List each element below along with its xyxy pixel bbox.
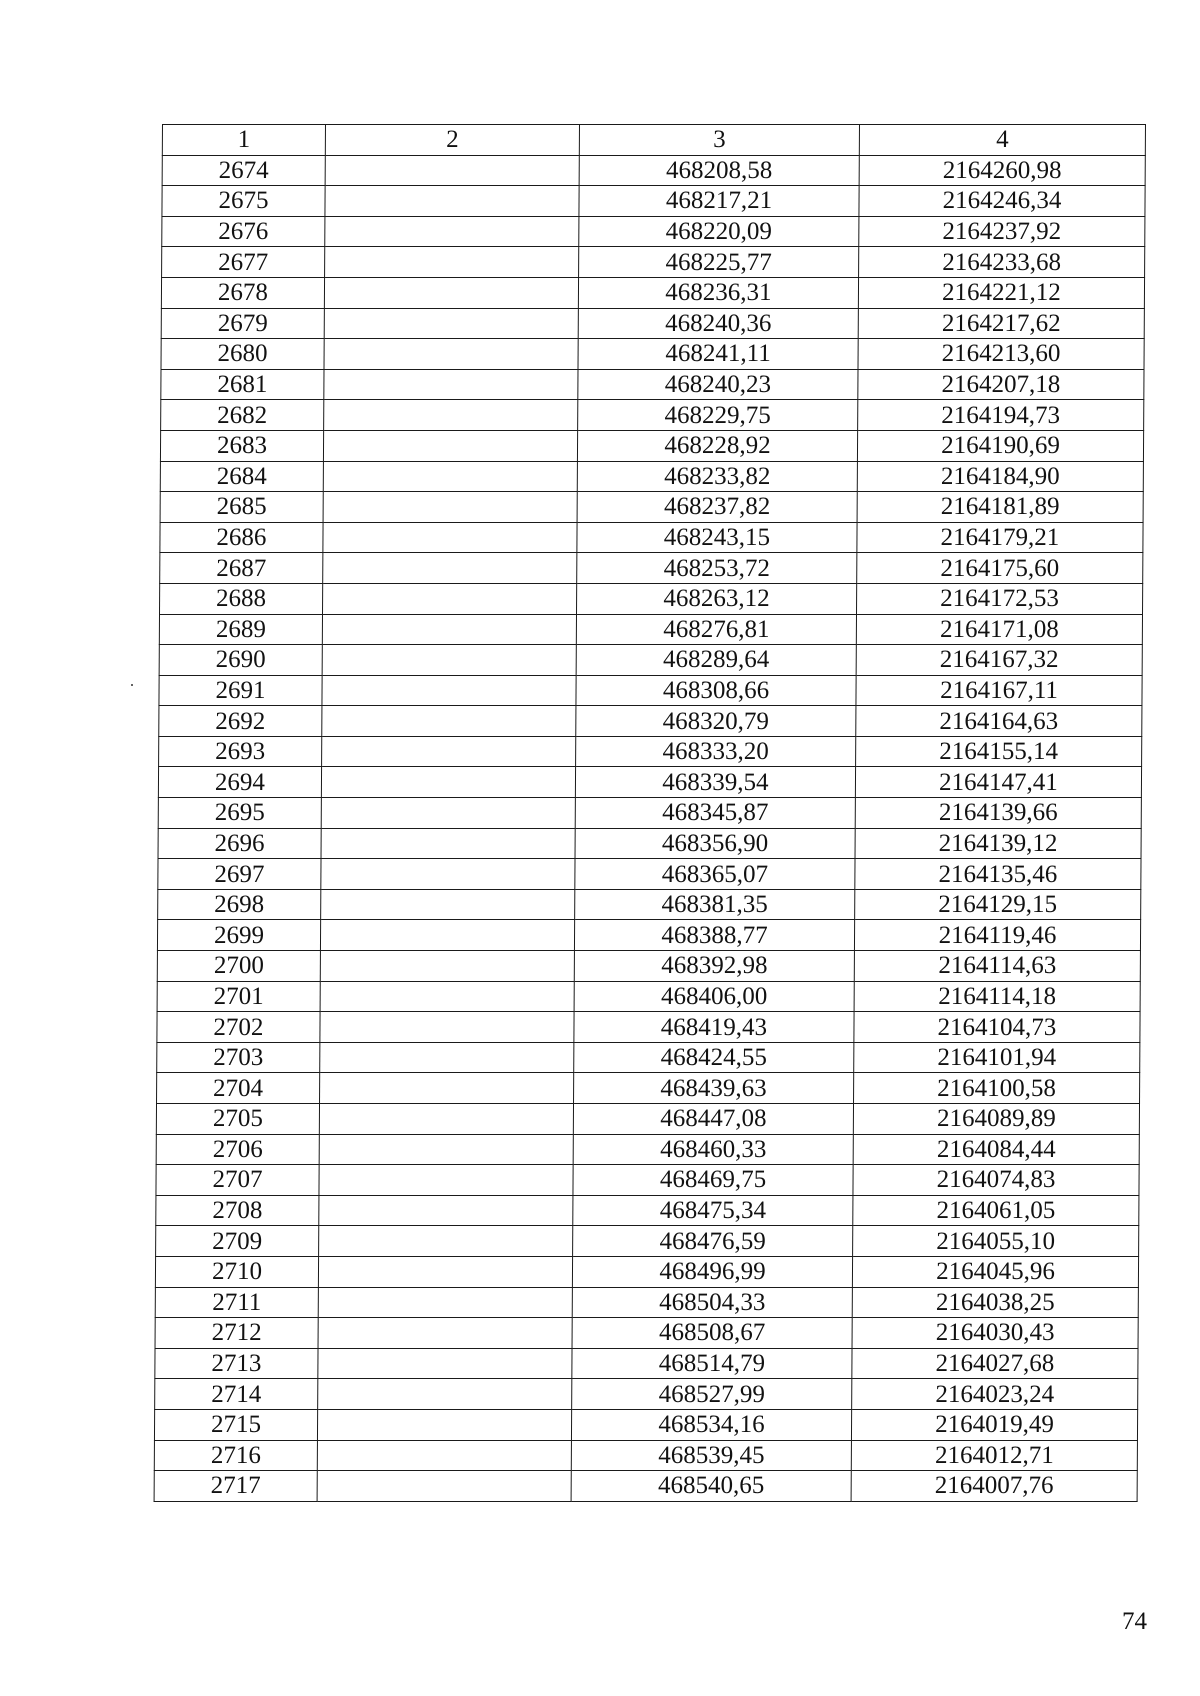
table-row: [161, 400, 1144, 431]
table-cell-col4: 2164119,46: [854, 920, 1140, 951]
table-row: [162, 155, 1145, 186]
table-cell-col2: [320, 951, 574, 982]
table-cell-col3: 468447,08: [573, 1104, 853, 1135]
table-cell-col3: 468229,75: [578, 400, 858, 431]
table-cell-col2: [325, 155, 579, 186]
table-row: [156, 1104, 1139, 1135]
table-cell-col1: 2713: [155, 1348, 318, 1379]
table-row: [158, 798, 1141, 829]
table-row: [158, 889, 1141, 920]
table-cell-col1: 2700: [157, 951, 320, 982]
table-cell-col4: 2164084,44: [853, 1134, 1139, 1165]
table-cell-col4: 2164055,10: [853, 1226, 1139, 1257]
table-cell-col4: 2164114,63: [854, 951, 1140, 982]
table-cell-col3: 468339,54: [575, 767, 855, 798]
table-row: [160, 430, 1143, 461]
table-row: [161, 339, 1144, 370]
table-header-row: [162, 125, 1145, 156]
table-cell-col2: [324, 277, 578, 308]
table-cell-col2: [318, 1379, 572, 1410]
table-cell-col2: [321, 828, 575, 859]
table-cell-col3: 468289,64: [576, 645, 856, 676]
table-cell-col1: 2705: [156, 1104, 319, 1135]
table-cell-col2: [322, 614, 576, 645]
page-number: 74: [1122, 1608, 1147, 1635]
table-row: [159, 614, 1142, 645]
table-cell-col1: 2680: [161, 339, 324, 370]
table-row: [158, 767, 1141, 798]
table-cell-col4: 2164213,60: [858, 339, 1144, 370]
table-cell-col2: [324, 339, 578, 370]
table-cell-col1: 2712: [155, 1318, 318, 1349]
table-cell-col2: [323, 461, 577, 492]
table-cell-col2: [317, 1440, 571, 1471]
table-cell-col4: 2164030,43: [852, 1318, 1138, 1349]
table-cell-col4: 2164104,73: [854, 1012, 1140, 1043]
table-row: [158, 828, 1141, 859]
table-row: [154, 1471, 1137, 1502]
table-row: [160, 553, 1143, 584]
table-cell-col1: 2717: [154, 1471, 317, 1502]
table-cell-col4: 2164171,08: [856, 614, 1142, 645]
table-row: [154, 1409, 1137, 1440]
table-cell-col3: 468276,81: [576, 614, 856, 645]
table-cell-col2: [325, 247, 579, 278]
table-cell-col1: 2685: [160, 492, 323, 523]
table-cell-col3: 468527,99: [572, 1379, 852, 1410]
scan-speck: [131, 684, 133, 686]
table-cell-col4: 2164007,76: [851, 1471, 1137, 1502]
column-header-4: 4: [859, 125, 1145, 156]
column-header-3: 3: [579, 125, 859, 156]
table-cell-col2: [321, 889, 575, 920]
table-cell-col4: 2164221,12: [858, 277, 1144, 308]
table-row: [159, 706, 1142, 737]
table-row: [162, 247, 1145, 278]
table-cell-col3: 468476,59: [573, 1226, 853, 1257]
table-cell-col1: 2714: [155, 1379, 318, 1410]
table-row: [160, 522, 1143, 553]
table-row: [156, 1195, 1139, 1226]
table-cell-col1: 2689: [159, 614, 322, 645]
table-row: [160, 492, 1143, 523]
table-cell-col4: 2164101,94: [854, 1042, 1140, 1073]
table-cell-col1: 2682: [161, 400, 324, 431]
table-cell-col3: 468475,34: [573, 1195, 853, 1226]
table-cell-col4: 2164164,63: [856, 706, 1142, 737]
table-cell-col2: [325, 216, 579, 247]
table-row: [155, 1256, 1138, 1287]
table-cell-col3: 468496,99: [572, 1256, 852, 1287]
table-cell-col2: [322, 675, 576, 706]
table-cell-col4: 2164129,15: [855, 889, 1141, 920]
table-cell-col1: 2675: [162, 186, 325, 217]
table-cell-col3: 468263,12: [577, 583, 857, 614]
table-cell-col2: [322, 736, 576, 767]
table-row: [158, 859, 1141, 890]
table-row: [155, 1348, 1138, 1379]
table-cell-col1: 2684: [160, 461, 323, 492]
table-cell-col1: 2681: [161, 369, 324, 400]
table-cell-col1: 2688: [160, 583, 323, 614]
table-cell-col2: [320, 920, 574, 951]
table-cell-col4: 2164100,58: [854, 1073, 1140, 1104]
column-header-1: 1: [162, 125, 325, 156]
table-cell-col3: 468406,00: [574, 981, 854, 1012]
table-cell-col1: 2693: [159, 736, 322, 767]
table-cell-col2: [320, 1012, 574, 1043]
table-cell-col1: 2692: [159, 706, 322, 737]
table-cell-col4: 2164019,49: [851, 1409, 1137, 1440]
table-cell-col2: [324, 400, 578, 431]
table-cell-col4: 2164172,53: [857, 583, 1143, 614]
table-cell-col1: 2708: [156, 1195, 319, 1226]
table-cell-col3: 468388,77: [574, 920, 854, 951]
table-cell-col2: [319, 1165, 573, 1196]
table-row: [156, 1226, 1139, 1257]
table-cell-col1: 2709: [156, 1226, 319, 1257]
table-cell-col1: 2694: [158, 767, 321, 798]
table-cell-col3: 468539,45: [571, 1440, 851, 1471]
table-cell-col4: 2164155,14: [856, 736, 1142, 767]
table-row: [161, 369, 1144, 400]
table-cell-col1: 2691: [159, 675, 322, 706]
table-row: [154, 1440, 1137, 1471]
table-cell-col4: 2164237,92: [859, 216, 1145, 247]
table-row: [159, 645, 1142, 676]
table-cell-col4: 2164190,69: [857, 430, 1143, 461]
table-cell-col4: 2164114,18: [854, 981, 1140, 1012]
table-cell-col2: [323, 430, 577, 461]
table-cell-col2: [323, 553, 577, 584]
table-cell-col1: 2690: [159, 645, 322, 676]
table-row: [159, 675, 1142, 706]
table-cell-col3: 468320,79: [576, 706, 856, 737]
table-cell-col1: 2707: [156, 1165, 319, 1196]
table-cell-col4: 2164167,32: [856, 645, 1142, 676]
table-cell-col1: 2703: [157, 1042, 320, 1073]
table-cell-col4: 2164074,83: [853, 1165, 1139, 1196]
table-cell-col4: 2164061,05: [853, 1195, 1139, 1226]
table-cell-col2: [317, 1471, 571, 1502]
table-cell-col4: 2164246,34: [859, 186, 1145, 217]
table-cell-col2: [319, 1104, 573, 1135]
table-cell-col3: 468508,67: [572, 1318, 852, 1349]
table-cell-col3: 468365,07: [575, 859, 855, 890]
table-cell-col1: 2704: [157, 1073, 320, 1104]
table-cell-col3: 468240,23: [578, 369, 858, 400]
table-cell-col3: 468228,92: [577, 430, 857, 461]
table-cell-col3: 468419,43: [574, 1012, 854, 1043]
table-cell-col1: 2711: [155, 1287, 318, 1318]
table-cell-col1: 2679: [161, 308, 324, 339]
table-cell-col2: [322, 645, 576, 676]
table-row: [157, 981, 1140, 1012]
table-cell-col2: [324, 308, 578, 339]
table-cell-col4: 2164089,89: [853, 1104, 1139, 1135]
table-cell-col3: 468241,11: [578, 339, 858, 370]
table-cell-col3: 468253,72: [577, 553, 857, 584]
table-cell-col1: 2696: [158, 828, 321, 859]
table-cell-col3: 468439,63: [574, 1073, 854, 1104]
table-cell-col4: 2164012,71: [851, 1440, 1137, 1471]
table-cell-col1: 2678: [161, 277, 324, 308]
table-cell-col2: [321, 798, 575, 829]
table-cell-col2: [323, 583, 577, 614]
table-cell-col3: 468381,35: [575, 889, 855, 920]
table-cell-col2: [324, 369, 578, 400]
table-row: [160, 583, 1143, 614]
table-cell-col2: [317, 1409, 571, 1440]
table-cell-col2: [319, 1134, 573, 1165]
table-cell-col3: 468356,90: [575, 828, 855, 859]
table-row: [162, 216, 1145, 247]
table-cell-col2: [319, 1226, 573, 1257]
table-row: [157, 1042, 1140, 1073]
table-cell-col2: [319, 1195, 573, 1226]
table-cell-col1: 2699: [157, 920, 320, 951]
table-cell-col1: 2686: [160, 522, 323, 553]
table-cell-col4: 2164167,11: [856, 675, 1142, 706]
table-cell-col1: 2702: [157, 1012, 320, 1043]
table-row: [160, 461, 1143, 492]
table-cell-col3: 468504,33: [572, 1287, 852, 1318]
table-row: [161, 277, 1144, 308]
table-cell-col4: 2164184,90: [857, 461, 1143, 492]
table-cell-col1: 2676: [162, 216, 325, 247]
table-row: [157, 920, 1140, 951]
table-cell-col2: [323, 522, 577, 553]
table-cell-col3: 468333,20: [576, 736, 856, 767]
table-cell-col2: [318, 1287, 572, 1318]
table-cell-col1: 2695: [158, 798, 321, 829]
table-cell-col4: 2164260,98: [859, 155, 1145, 186]
table-row: [157, 951, 1140, 982]
table-row: [156, 1134, 1139, 1165]
table-cell-col3: 468237,82: [577, 492, 857, 523]
table-cell-col2: [318, 1256, 572, 1287]
column-header-2: 2: [325, 125, 579, 156]
table-cell-col4: 2164207,18: [858, 369, 1144, 400]
table-cell-col1: 2701: [157, 981, 320, 1012]
table-cell-col2: [321, 767, 575, 798]
table-cell-col1: 2706: [156, 1134, 319, 1165]
table-cell-col3: 468469,75: [573, 1165, 853, 1196]
table-cell-col3: 468345,87: [575, 798, 855, 829]
table-row: [155, 1318, 1138, 1349]
table-row: [161, 308, 1144, 339]
table-cell-col1: 2683: [160, 430, 323, 461]
table-cell-col1: 2674: [162, 155, 325, 186]
table-cell-col1: 2687: [160, 553, 323, 584]
table-cell-col3: 468534,16: [571, 1409, 851, 1440]
table-cell-col4: 2164181,89: [857, 492, 1143, 523]
table-row: [157, 1073, 1140, 1104]
table-cell-col4: 2164027,68: [852, 1348, 1138, 1379]
table-cell-col3: 468424,55: [574, 1042, 854, 1073]
table-cell-col4: 2164139,66: [855, 798, 1141, 829]
table-cell-col1: 2677: [162, 247, 325, 278]
table-cell-col4: 2164194,73: [858, 400, 1144, 431]
table-cell-col1: 2698: [158, 889, 321, 920]
table-cell-col1: 2716: [154, 1440, 317, 1471]
table-cell-col4: 2164045,96: [852, 1256, 1138, 1287]
table-cell-col2: [323, 492, 577, 523]
table-cell-col4: 2164023,24: [852, 1379, 1138, 1410]
table-body: [154, 155, 1145, 1501]
table-cell-col3: 468225,77: [579, 247, 859, 278]
table-row: [155, 1379, 1138, 1410]
table-cell-col3: 468236,31: [578, 277, 858, 308]
table-cell-col3: 468240,36: [578, 308, 858, 339]
table-cell-col2: [320, 1042, 574, 1073]
table-cell-col4: 2164147,41: [855, 767, 1141, 798]
table-cell-col3: 468392,98: [574, 951, 854, 982]
table-cell-col4: 2164175,60: [857, 553, 1143, 584]
table-cell-col3: 468243,15: [577, 522, 857, 553]
table-cell-col4: 2164217,62: [858, 308, 1144, 339]
table-cell-col3: 468514,79: [572, 1348, 852, 1379]
table-cell-col2: [325, 186, 579, 217]
table-cell-col3: 468540,65: [571, 1471, 851, 1502]
coordinates-table: [154, 124, 1146, 1502]
table-cell-col4: 2164179,21: [857, 522, 1143, 553]
table-cell-col2: [318, 1348, 572, 1379]
table-cell-col1: 2710: [155, 1256, 318, 1287]
table-row: [162, 186, 1145, 217]
table-cell-col2: [320, 1073, 574, 1104]
table-cell-col3: 468308,66: [576, 675, 856, 706]
table-row: [155, 1287, 1138, 1318]
table-row: [157, 1012, 1140, 1043]
table-row: [156, 1165, 1139, 1196]
table-cell-col1: 2697: [158, 859, 321, 890]
table-cell-col3: 468208,58: [579, 155, 859, 186]
table-cell-col4: 2164135,46: [855, 859, 1141, 890]
table-cell-col2: [322, 706, 576, 737]
table-cell-col4: 2164038,25: [852, 1287, 1138, 1318]
table-cell-col2: [318, 1318, 572, 1349]
table-cell-col4: 2164233,68: [859, 247, 1145, 278]
table-cell-col3: 468220,09: [579, 216, 859, 247]
table-cell-col4: 2164139,12: [855, 828, 1141, 859]
table-cell-col3: 468233,82: [577, 461, 857, 492]
table-cell-col3: 468460,33: [573, 1134, 853, 1165]
table-row: [159, 736, 1142, 767]
table-cell-col3: 468217,21: [579, 186, 859, 217]
table-cell-col2: [320, 981, 574, 1012]
table-cell-col1: 2715: [154, 1409, 317, 1440]
table-cell-col2: [321, 859, 575, 890]
